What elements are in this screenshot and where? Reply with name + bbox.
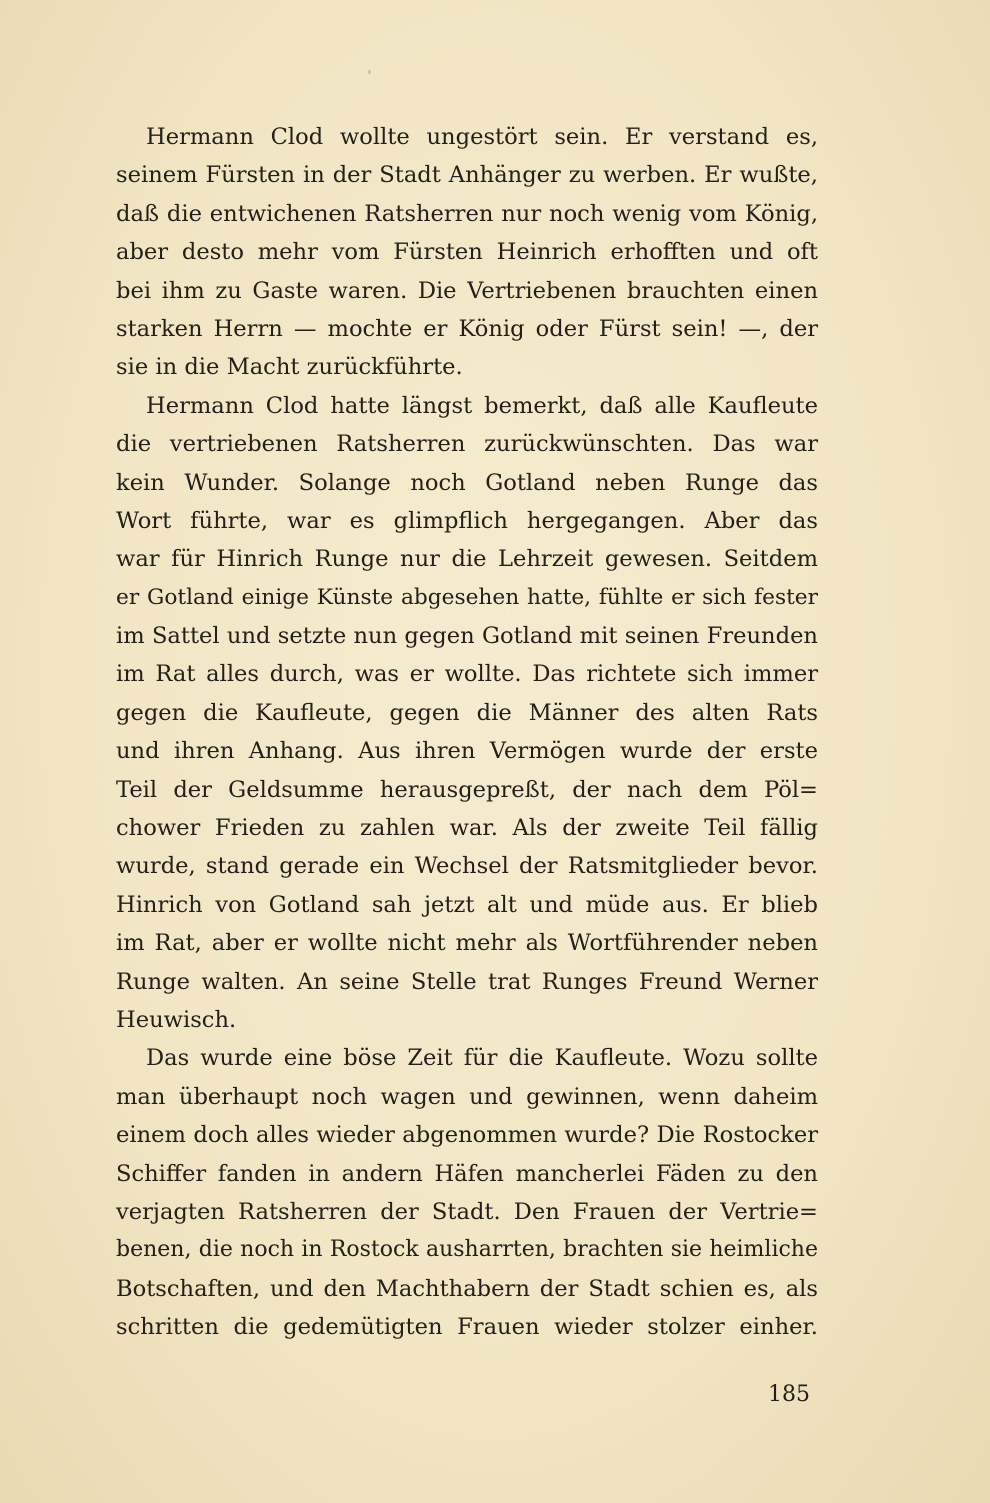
- text-line: Wort führte, war es glimpflich hergegangen. Aber das: [116, 507, 818, 534]
- text-line: daß die entwichenen Ratsherren nur noch wenig vom König,: [116, 200, 818, 227]
- text-line: sie in die Macht zurückführte.: [116, 354, 463, 381]
- text-line: im Sattel und setzte nun gegen Gotland mit seinen Freunden: [116, 623, 818, 650]
- text-line: wurde, stand gerade ein Wechsel der Ratsmitglieder bevor.: [116, 853, 818, 880]
- text-line: chower Frieden zu zahlen war. Als der zweite Teil fällig: [116, 815, 818, 842]
- text-line: Botschaften, und den Machthabern der Stadt schien es, als: [116, 1275, 818, 1302]
- text-line: benen, die noch in Rostock ausharrten, brachten sie heimliche: [116, 1237, 818, 1263]
- text-line: einem doch alles wieder abgenommen wurde? Die Rostocker: [116, 1122, 818, 1149]
- text-line: seinem Fürsten in der Stadt Anhänger zu werben. Er wußte,: [116, 162, 818, 189]
- text-line: starken Herrn — mochte er König oder Fürst sein! —, der: [116, 315, 818, 342]
- text-line: verjagten Ratsherren der Stadt. Den Frauen der Vertrie=: [116, 1198, 818, 1225]
- text-line: im Rat alles durch, was er wollte. Das richtete sich immer: [116, 661, 818, 688]
- paper-speck: [368, 70, 371, 74]
- text-line: Hermann Clod wollte ungestört sein. Er verstand es,: [146, 124, 818, 150]
- text-line: man überhaupt noch wagen und gewinnen, wenn daheim: [116, 1083, 818, 1110]
- text-line: die vertriebenen Ratsherren zurückwünschten. Das war: [116, 431, 818, 458]
- text-line: Das wurde eine böse Zeit für die Kaufleute. Wozu sollte: [146, 1045, 818, 1072]
- text-line: er Gotland einige Künste abgesehen hatte, fühlte er sich fester: [116, 584, 818, 610]
- text-line: Teil der Geldsumme herausgepreßt, der nach dem Pöl=: [116, 776, 818, 803]
- text-line: bei ihm zu Gaste waren. Die Vertriebenen brauchten einen: [116, 277, 818, 304]
- text-line: gegen die Kaufleute, gegen die Männer des alten Rats: [116, 699, 818, 726]
- text-line: im Rat, aber er wollte nicht mehr als Wortführender neben: [116, 930, 818, 957]
- text-line: und ihren Anhang. Aus ihren Vermögen wurde der erste: [116, 738, 818, 765]
- text-line: Hinrich von Gotland sah jetzt alt und müde aus. Er blieb: [116, 891, 818, 918]
- text-line: Schiffer fanden in andern Häfen mancherlei Fäden zu den: [116, 1160, 818, 1187]
- text-line: schritten die gedemütigten Frauen wieder stolzer einher.: [116, 1314, 818, 1341]
- text-line: Hermann Clod hatte längst bemerkt, daß alle Kaufleute: [146, 392, 818, 419]
- text-line: Runge walten. An seine Stelle trat Runges Freund Werner: [116, 968, 818, 995]
- text-line: kein Wunder. Solange noch Gotland neben Runge das: [116, 469, 818, 496]
- text-line: aber desto mehr vom Fürsten Heinrich erhofften und oft: [116, 239, 818, 266]
- body-text: [116, 118, 818, 1347]
- text-line: war für Hinrich Runge nur die Lehrzeit gewesen. Seitdem: [116, 546, 818, 573]
- text-line: Heuwisch.: [116, 1006, 237, 1033]
- page-number: 185: [768, 1382, 810, 1407]
